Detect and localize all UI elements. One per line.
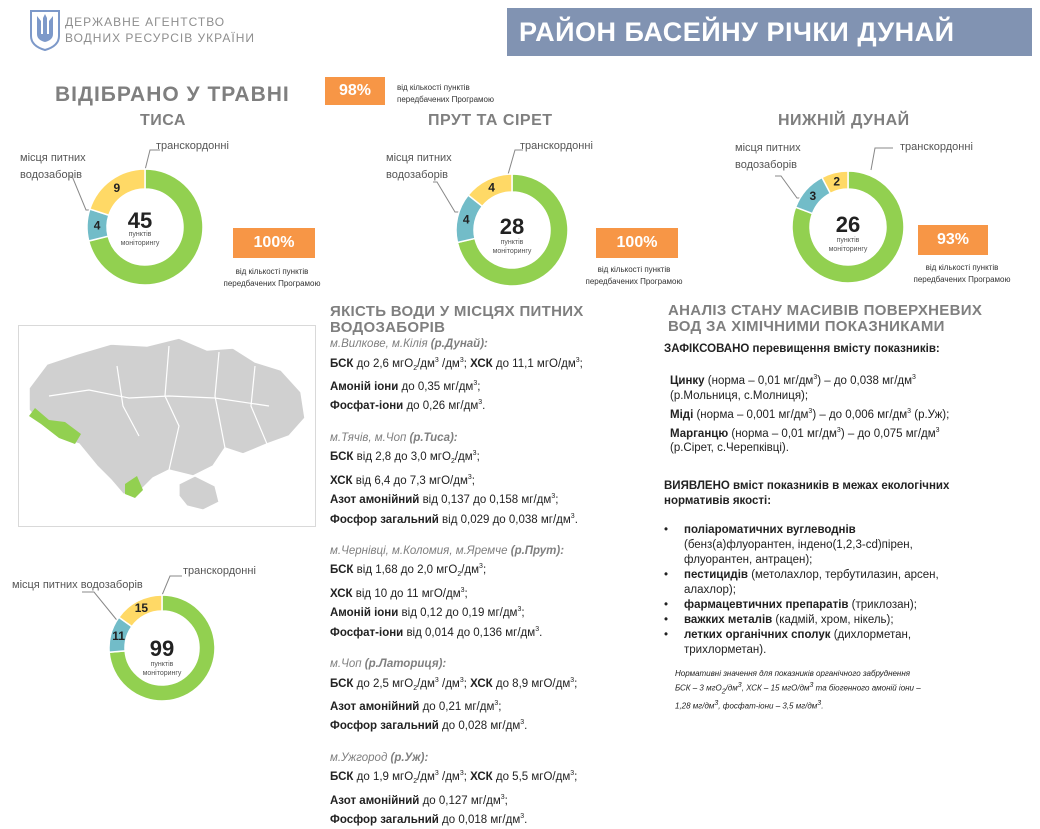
text-run: від 6,4 до 7,3 мгО/дм [352, 474, 468, 487]
found-title-line-1: ВИЯВЛЕНО вміст показників в межах екологічних [664, 480, 950, 493]
text-run: /дм [461, 564, 480, 577]
selected-in-may-title: ВІДІБРАНО У ТРАВНІ [55, 83, 290, 106]
indicator-name: БСК [330, 564, 354, 577]
indicator-name: БСК [330, 451, 354, 464]
text-run: 3 [459, 676, 464, 684]
text-run: ; [476, 451, 480, 464]
text-run: , ХСК – 15 мгО/дм [741, 683, 810, 693]
text-run: від 0,014 до 0,136 мг/дм [403, 626, 536, 639]
indicator-name: Фосфат-іони [330, 400, 404, 413]
text-run: ) – до 0,075 мг/дм [840, 427, 936, 440]
text-run: 3 [551, 493, 556, 501]
note-line-2: передбачених Програмою [913, 275, 1011, 284]
cross-label-1: транскордонні [156, 140, 229, 152]
fixed-exceedance-title: ЗАФІКСОВАНО перевищення вмісту показників: [664, 343, 940, 355]
list-item-line [684, 568, 1034, 583]
note-line-1: від кількості пунктів [235, 267, 309, 276]
site-river: (р.Уж): [390, 751, 429, 764]
text-run: 3 [517, 606, 522, 614]
summary-note-line-2: передбачених Програмою [397, 95, 494, 104]
text-run: 3 [575, 356, 580, 364]
text-run: та біогенного амоній іони – [813, 683, 921, 693]
text-run: до 11,1 мгО/дм [492, 357, 576, 370]
indicator-line [330, 489, 660, 508]
summary-note [397, 82, 494, 106]
text-run: 3 [809, 682, 814, 689]
donut-value-transboundary: 9 [113, 181, 121, 196]
text-run: 3 [472, 450, 477, 458]
list-item-line [684, 598, 1034, 613]
text-run: 3 [813, 374, 818, 381]
indicator-name: Міді [670, 408, 694, 421]
text-run: ; [482, 564, 487, 577]
donut-percent-prut-siret: 100% [596, 228, 678, 258]
donut-title-tysa: ТИСА [140, 112, 186, 129]
text-run: 3 [434, 676, 439, 684]
donut-total-prut-siret: 28 [499, 214, 525, 239]
indicator-line [330, 395, 660, 414]
text-run: . [821, 701, 824, 711]
text-run: . [524, 814, 528, 827]
text-run: Нормативні значення для показників органічного забруднення [675, 669, 911, 678]
list-item [664, 598, 1034, 613]
indicator-name: Фосфор загальний [330, 720, 439, 733]
text-run: ; [463, 677, 471, 690]
trident-emblem-icon [28, 8, 62, 52]
text-run: 3 [434, 356, 439, 364]
text-run: 3 [912, 374, 916, 381]
found-indicators-list [664, 523, 1034, 658]
text-run: 3 [520, 719, 525, 727]
text-run: БСК – 3 мгО [675, 683, 722, 693]
drink-label-1-line-1: місця питних [20, 152, 86, 164]
text-run: ; [555, 494, 559, 507]
footnote-line [675, 698, 995, 713]
analysis-heading-line-2: ВОД ЗА ХІМІЧНИМИ ПОКАЗНИКАМИ [668, 318, 945, 335]
list-item-line [684, 583, 1034, 598]
indicator-name: Фосфор загальний [330, 513, 439, 526]
text-run: ; [464, 587, 468, 600]
donut-points-line-2: моніторингу [120, 240, 160, 247]
text-run: 3 [459, 356, 464, 364]
text-run: . [482, 400, 486, 413]
text-run: 3 [714, 700, 719, 708]
note-line-2: передбачених Програмою [585, 277, 683, 286]
text-run: ; [521, 607, 525, 620]
water-quality-list [330, 337, 660, 829]
text-run: 3 [808, 407, 813, 415]
donut-total-tysa: 45 [127, 208, 153, 233]
note-line-1: від кількості пунктів [597, 265, 671, 274]
cross-label-3: транскордонні [900, 141, 973, 153]
text-run: /дм [725, 683, 738, 693]
text-run: (метолахлор, тербутилазин, арсен, [748, 569, 939, 582]
text-run: 3 [935, 426, 940, 434]
list-item-line [684, 523, 1034, 538]
text-run: 3 [570, 512, 575, 520]
text-run: 3 [570, 676, 575, 684]
text-run: до 0,018 мг/дм [438, 814, 521, 827]
indicator-name: Амоній іони [330, 380, 399, 393]
text-run: 3 [836, 426, 841, 434]
site-block [330, 751, 660, 829]
text-run: до 8,9 мгО/дм [492, 677, 571, 690]
text-run: . [524, 720, 528, 733]
site-city: м.Вилкове, м.Кілія [330, 338, 431, 350]
indicator-name: Амоній іони [330, 607, 399, 620]
donut-note-lower-danube [910, 262, 1014, 286]
site-river: (р.Прут): [510, 544, 565, 557]
text-run: (р.Уж); [911, 408, 950, 421]
indicator-line [330, 696, 660, 715]
text-run: ; [477, 380, 481, 393]
site-city: м.Тячів, м.Чоп [330, 431, 410, 444]
site-location [330, 337, 660, 353]
text-run: 3 [494, 700, 499, 708]
site-city: м.Ужгород [330, 751, 391, 764]
text-run: 3 [737, 682, 742, 689]
text-run: 3 [473, 380, 478, 388]
text-run: ) – до 0,038 мг/дм [817, 374, 913, 387]
donut-value-transboundary: 15 [134, 601, 149, 616]
exceedance-line [670, 404, 1034, 423]
text-run: 3 [478, 399, 483, 407]
list-item [664, 568, 1034, 598]
text-run: трихлорметан). [684, 644, 767, 657]
bottom-drink-label: місця питних водозаборів [12, 579, 143, 591]
donut-points-label-prut-siret [487, 238, 537, 256]
text-run: /дм [438, 677, 460, 690]
site-location [330, 751, 660, 767]
text-run: (дихлорметан, [830, 629, 912, 642]
site-block [330, 337, 660, 415]
donut-points-label-lower-danube [823, 236, 873, 254]
indicator-name: ХСК [470, 357, 493, 370]
text-run: 2 [413, 778, 418, 786]
indicator-line [330, 446, 660, 470]
indicator-name: летких органічних сполук [684, 629, 831, 642]
indicator-name: Азот амонійний [330, 494, 420, 507]
list-item [664, 613, 1034, 628]
list-item-line [684, 643, 1034, 658]
text-run: до 5,5 мгО/дм [492, 771, 571, 784]
text-run: 3 [817, 700, 822, 708]
text-run: 3 [479, 563, 483, 571]
found-title-line-2: нормативів якості: [664, 495, 772, 508]
indicator-name: поліароматичних вуглеводнів [684, 524, 856, 537]
indicator-name: Марганцю [670, 427, 729, 440]
donut-points-line-2: моніторингу [142, 670, 182, 677]
site-location [330, 431, 660, 447]
water-quality-heading [330, 304, 584, 336]
text-run: . [574, 513, 578, 526]
cross-label-2: транскордонні [520, 140, 593, 152]
text-run: алахлор); [684, 584, 736, 597]
indicator-name: БСК [330, 357, 354, 370]
indicator-name: Азот амонійний [330, 700, 420, 713]
text-run: 1,28 мг/дм [675, 701, 715, 711]
donut-value-drinking: 11 [112, 629, 125, 644]
text-run: 3 [535, 625, 540, 633]
text-run: від 2,8 до 3,0 мгО [353, 451, 451, 464]
donut-percent-tysa: 100% [233, 228, 315, 258]
footnote-line [675, 680, 995, 698]
text-run: до 0,35 мг/дм [398, 380, 474, 393]
donut-note-prut-siret [582, 264, 686, 288]
text-run: до 0,127 мг/дм [419, 794, 501, 807]
text-run: ) – до 0,006 мг/дм [812, 408, 908, 421]
text-run: /дм [417, 771, 435, 784]
text-run: 3 [459, 770, 464, 778]
text-run: (р.Сірет, с.Черепківці). [670, 442, 789, 455]
indicator-line [330, 673, 660, 697]
site-river: (р.Дунай): [430, 338, 488, 350]
text-run: до 2,6 мгО [353, 357, 414, 370]
donut-note-tysa [220, 266, 324, 290]
page-title: РАЙОН БАСЕЙНУ РІЧКИ ДУНАЙ [507, 8, 1032, 56]
donut-total-all: 99 [149, 636, 175, 661]
exceedance-list [664, 370, 1034, 456]
indicator-line [330, 602, 660, 621]
donut-percent-lower-danube: 93% [918, 225, 988, 255]
indicator-line [330, 622, 660, 641]
agency-line-2: ВОДНИХ РЕСУРСІВ УКРАЇНИ [65, 31, 255, 45]
donut-points-line-2: моніторингу [828, 246, 868, 253]
indicator-name: Фосфат-іони [330, 626, 404, 639]
site-block [330, 544, 660, 641]
indicator-line [330, 715, 660, 734]
text-run: до 0,26 мг/дм [403, 400, 479, 413]
donut-value-drinking: 4 [462, 212, 470, 227]
water-quality-heading-line-1: ЯКІСТЬ ВОДИ У МІСЦЯХ ПИТНИХ [330, 303, 584, 320]
indicator-name: ХСК [330, 587, 353, 600]
list-item [664, 628, 1034, 658]
donut-value-drinking: 3 [809, 188, 817, 203]
text-run: (норма – 0,01 мг/дм [704, 374, 814, 387]
summary-note-line-1: від кількості пунктів [397, 83, 470, 92]
text-run: 3 [570, 770, 575, 778]
donut-points-line-1: пунктів [500, 239, 524, 246]
indicator-line [330, 470, 660, 489]
drink-label-3-line-2: водозаборів [735, 159, 797, 171]
text-run: ; [463, 771, 471, 784]
text-run: (норма – 0,001 мг/дм [693, 408, 809, 421]
indicator-name: ХСК [470, 677, 493, 690]
site-block [330, 657, 660, 735]
donut-value-transboundary: 2 [833, 174, 841, 189]
exceedance-line [670, 441, 1034, 456]
footnote [675, 668, 995, 713]
indicator-name: ХСК [470, 771, 493, 784]
analysis-body [664, 342, 1034, 658]
text-run: ; [471, 474, 475, 487]
text-run: /дм [438, 771, 460, 784]
text-run: від 10 до 11 мгО/дм [352, 587, 461, 600]
text-run: від 1,68 до 2,0 мгО [353, 564, 458, 577]
text-run: /дм [454, 451, 473, 464]
text-run: . [539, 626, 543, 639]
text-run: флуорантен, антрацен); [684, 554, 813, 567]
agency-name [65, 14, 255, 46]
indicator-line [330, 376, 660, 395]
text-run: (кадмій, хром, нікель); [772, 614, 894, 627]
text-run: до 1,9 мгО [353, 771, 414, 784]
indicator-line [330, 809, 660, 828]
list-item [664, 523, 1034, 568]
text-run: (норма – 0,01 мг/дм [728, 427, 837, 440]
list-item-line [684, 538, 1034, 553]
text-run: ; [579, 357, 583, 370]
text-run: від 0,029 до 0,038 мг/дм [438, 513, 571, 526]
list-item-line [684, 628, 1034, 643]
exceedance-line [670, 370, 1034, 389]
summary-percent-badge: 98% [325, 77, 385, 105]
agency-line-1: ДЕРЖАВНЕ АГЕНТСТВО [65, 15, 226, 29]
drink-label-2-line-1: місця питних [386, 152, 452, 164]
bottom-cross-label: транскордонні [183, 565, 256, 577]
text-run: /дм [438, 357, 460, 370]
list-item-line [684, 553, 1034, 568]
found-title [664, 479, 1034, 509]
indicator-name: Цинку [670, 374, 705, 387]
text-run: 2 [450, 458, 455, 466]
exceedance-line [670, 389, 1034, 404]
indicator-line [330, 790, 660, 809]
note-line-1: від кількості пунктів [925, 263, 999, 272]
donut-points-line-1: пунктів [128, 231, 152, 238]
indicator-name: БСК [330, 677, 354, 690]
donut-total-lower-danube: 26 [835, 212, 861, 237]
drink-label-1-line-2: водозаборів [20, 169, 82, 181]
text-run: 3 [500, 793, 505, 801]
site-block [330, 431, 660, 528]
analysis-heading-line-1: АНАЛІЗ СТАНУ МАСИВІВ ПОВЕРХНЕВИХ [668, 302, 983, 319]
text-run: (р.Мольниця, с.Молниця); [670, 389, 809, 402]
text-run: , фосфат-іони – 3,5 мг/дм [718, 701, 818, 711]
donut-points-label-all [137, 660, 187, 678]
text-run: (бенз(а)флуорантен, індено(1,2,3-cd)пірен, [684, 539, 913, 552]
donut-points-line-1: пунктів [836, 237, 860, 244]
list-item-line [684, 613, 1034, 628]
donut-points-line-1: пунктів [150, 661, 174, 668]
indicator-name: ХСК [330, 474, 353, 487]
text-run: 3 [520, 813, 525, 821]
site-river: (р.Тиса): [409, 431, 458, 444]
site-location [330, 544, 660, 560]
text-run: ; [574, 677, 578, 690]
text-run: /дм [417, 357, 435, 370]
text-run: від 0,12 до 0,19 мг/дм [398, 607, 518, 620]
donut-points-line-2: моніторингу [492, 248, 532, 255]
ukraine-map-image [19, 326, 315, 526]
donut-points-label-tysa [115, 230, 165, 248]
text-run: 2 [457, 571, 462, 579]
indicator-line [330, 766, 660, 790]
text-run: ; [463, 357, 471, 370]
donut-title-prut-siret: ПРУТ ТА СІРЕТ [428, 112, 553, 129]
text-run: ; [504, 794, 508, 807]
indicator-line [330, 353, 660, 377]
indicator-name: Азот амонійний [330, 794, 420, 807]
text-run: до 0,028 мг/дм [438, 720, 521, 733]
donut-value-drinking: 4 [93, 218, 101, 233]
text-run: до 2,5 мгО [353, 677, 414, 690]
ukraine-map [18, 325, 316, 527]
site-city: м.Чернівці, м.Коломия, м.Яремче [330, 544, 511, 557]
footnote-line [675, 668, 995, 680]
site-location [330, 657, 660, 673]
site-river: (р.Латориця): [364, 658, 447, 670]
indicator-name: важких металів [684, 614, 773, 627]
text-run: від 0,137 до 0,158 мг/дм [419, 494, 552, 507]
text-run: 2 [721, 688, 726, 696]
donut-value-transboundary: 4 [488, 180, 495, 195]
text-run: до 0,21 мг/дм [419, 700, 495, 713]
text-run: /дм [417, 677, 435, 690]
drink-label-3-line-1: місця питних [735, 142, 801, 154]
note-line-2: передбачених Програмою [223, 279, 321, 288]
donut-title-lower-danube: НИЖНІЙ ДУНАЙ [778, 112, 910, 129]
indicator-name: фармацевтичних препаратів [684, 599, 849, 612]
text-run: 3 [460, 587, 465, 595]
indicator-line [330, 583, 660, 602]
drink-label-2-line-2: водозаборів [386, 169, 448, 181]
text-run: ; [574, 771, 578, 784]
text-run: (триклозан); [848, 599, 917, 612]
analysis-heading [668, 303, 982, 335]
text-run: 3 [434, 770, 439, 778]
water-quality-heading-line-2: ВОДОЗАБОРІВ [330, 319, 446, 336]
indicator-name: пестицидів [684, 569, 748, 582]
indicator-name: Фосфор загальний [330, 814, 439, 827]
text-run: 3 [907, 407, 912, 415]
text-run: ; [498, 700, 502, 713]
text-run: 2 [413, 684, 418, 692]
indicator-line [330, 559, 660, 583]
site-city: м.Чоп [330, 658, 365, 670]
text-run: 3 [467, 473, 472, 481]
exceedance-line [670, 423, 1034, 442]
indicator-name: БСК [330, 771, 354, 784]
indicator-line [330, 509, 660, 528]
text-run: 2 [413, 364, 418, 372]
